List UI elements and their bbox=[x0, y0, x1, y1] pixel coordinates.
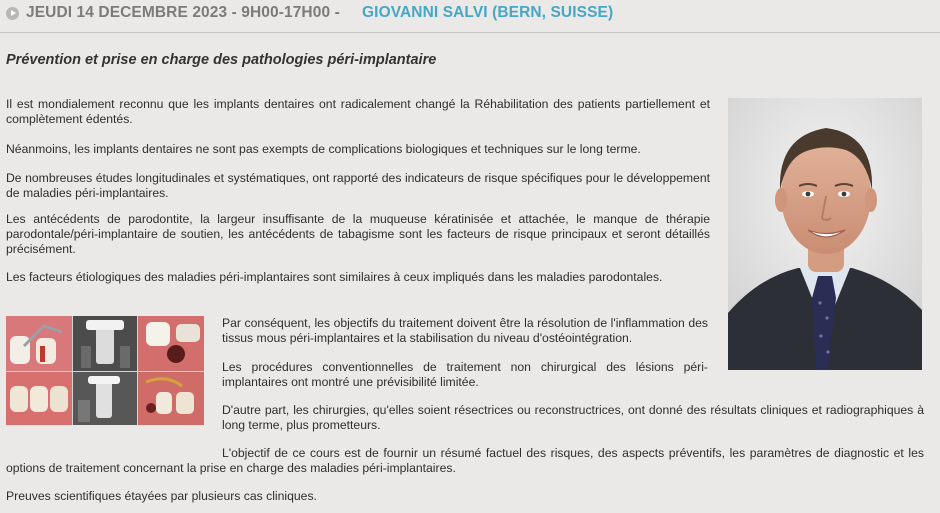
header-divider bbox=[0, 32, 940, 33]
paragraph-1: Il est mondialement reconnu que les implants dentaires ont radicalement changé la Réhabilitation des patients partiellement et complètement édentés. bbox=[6, 97, 710, 126]
speaker-name-link[interactable]: GIOVANNI SALVI (BERN, SUISSE) bbox=[362, 4, 614, 21]
portrait-illustration bbox=[728, 98, 922, 370]
course-title: Prévention et prise en charge des pathologies péri-implantaire bbox=[6, 52, 437, 68]
clinical-case-collage bbox=[6, 316, 204, 425]
page-header bbox=[0, 0, 940, 30]
paragraph-10: Preuves scientifiques étayées par plusieurs cas cliniques. bbox=[6, 489, 317, 503]
speaker-portrait bbox=[728, 98, 922, 370]
paragraph-4: Les antécédents de parodontite, la largeur insuffisante de la muqueuse kératinisée et attachée, le manque de thérapie parodontale/péri-implantaire de soutien, les antécédents de tabagisme sont les facteurs de risque principaux et seront détaillés précisément. bbox=[6, 212, 710, 256]
paragraph-2: Néanmoins, les implants dentaires ne sont pas exempts de complications biologiques et techniques sur le long terme. bbox=[6, 142, 641, 156]
paragraph-8: D'autre part, les chirurgies, qu'elles soient résectrices ou reconstructrices, ont donné des résultats cliniques et radiographiques à long terme, plus prometteurs. bbox=[222, 403, 924, 432]
paragraph-5: Les facteurs étiologiques des maladies péri-implantaires sont similaires à ceux impliqués dans les maladies parodontales. bbox=[6, 270, 663, 284]
paragraph-3: De nombreuses études longitudinales et systématiques, ont rapporté des indicateurs de risque spécifiques pour le développement de maladies péri-implantaires. bbox=[6, 171, 710, 200]
paragraph-7: Les procédures conventionnelles de traitement non chirurgical des lésions péri-implantaires ont montré une prévisibilité limitée. bbox=[222, 360, 708, 389]
session-date-time: JEUDI 14 DECEMBRE 2023 - 9H00-17H00 - bbox=[26, 4, 340, 21]
clinical-images-illustration bbox=[6, 316, 204, 425]
paragraph-6: Par conséquent, les objectifs du traitement doivent être la résolution de l'inflammation des tissus mous péri-implantaires et la stabilisation du niveau d'ostéointégration. bbox=[222, 316, 708, 345]
play-bullet-icon bbox=[6, 7, 19, 20]
paragraph-9: L'objectif de ce cours est de fournir un résumé factuel des risques, des aspects préventifs, les paramètres de diagnostic et les options de traitement concernant la prise en charge des maladies péri-implantaires. bbox=[6, 446, 924, 475]
